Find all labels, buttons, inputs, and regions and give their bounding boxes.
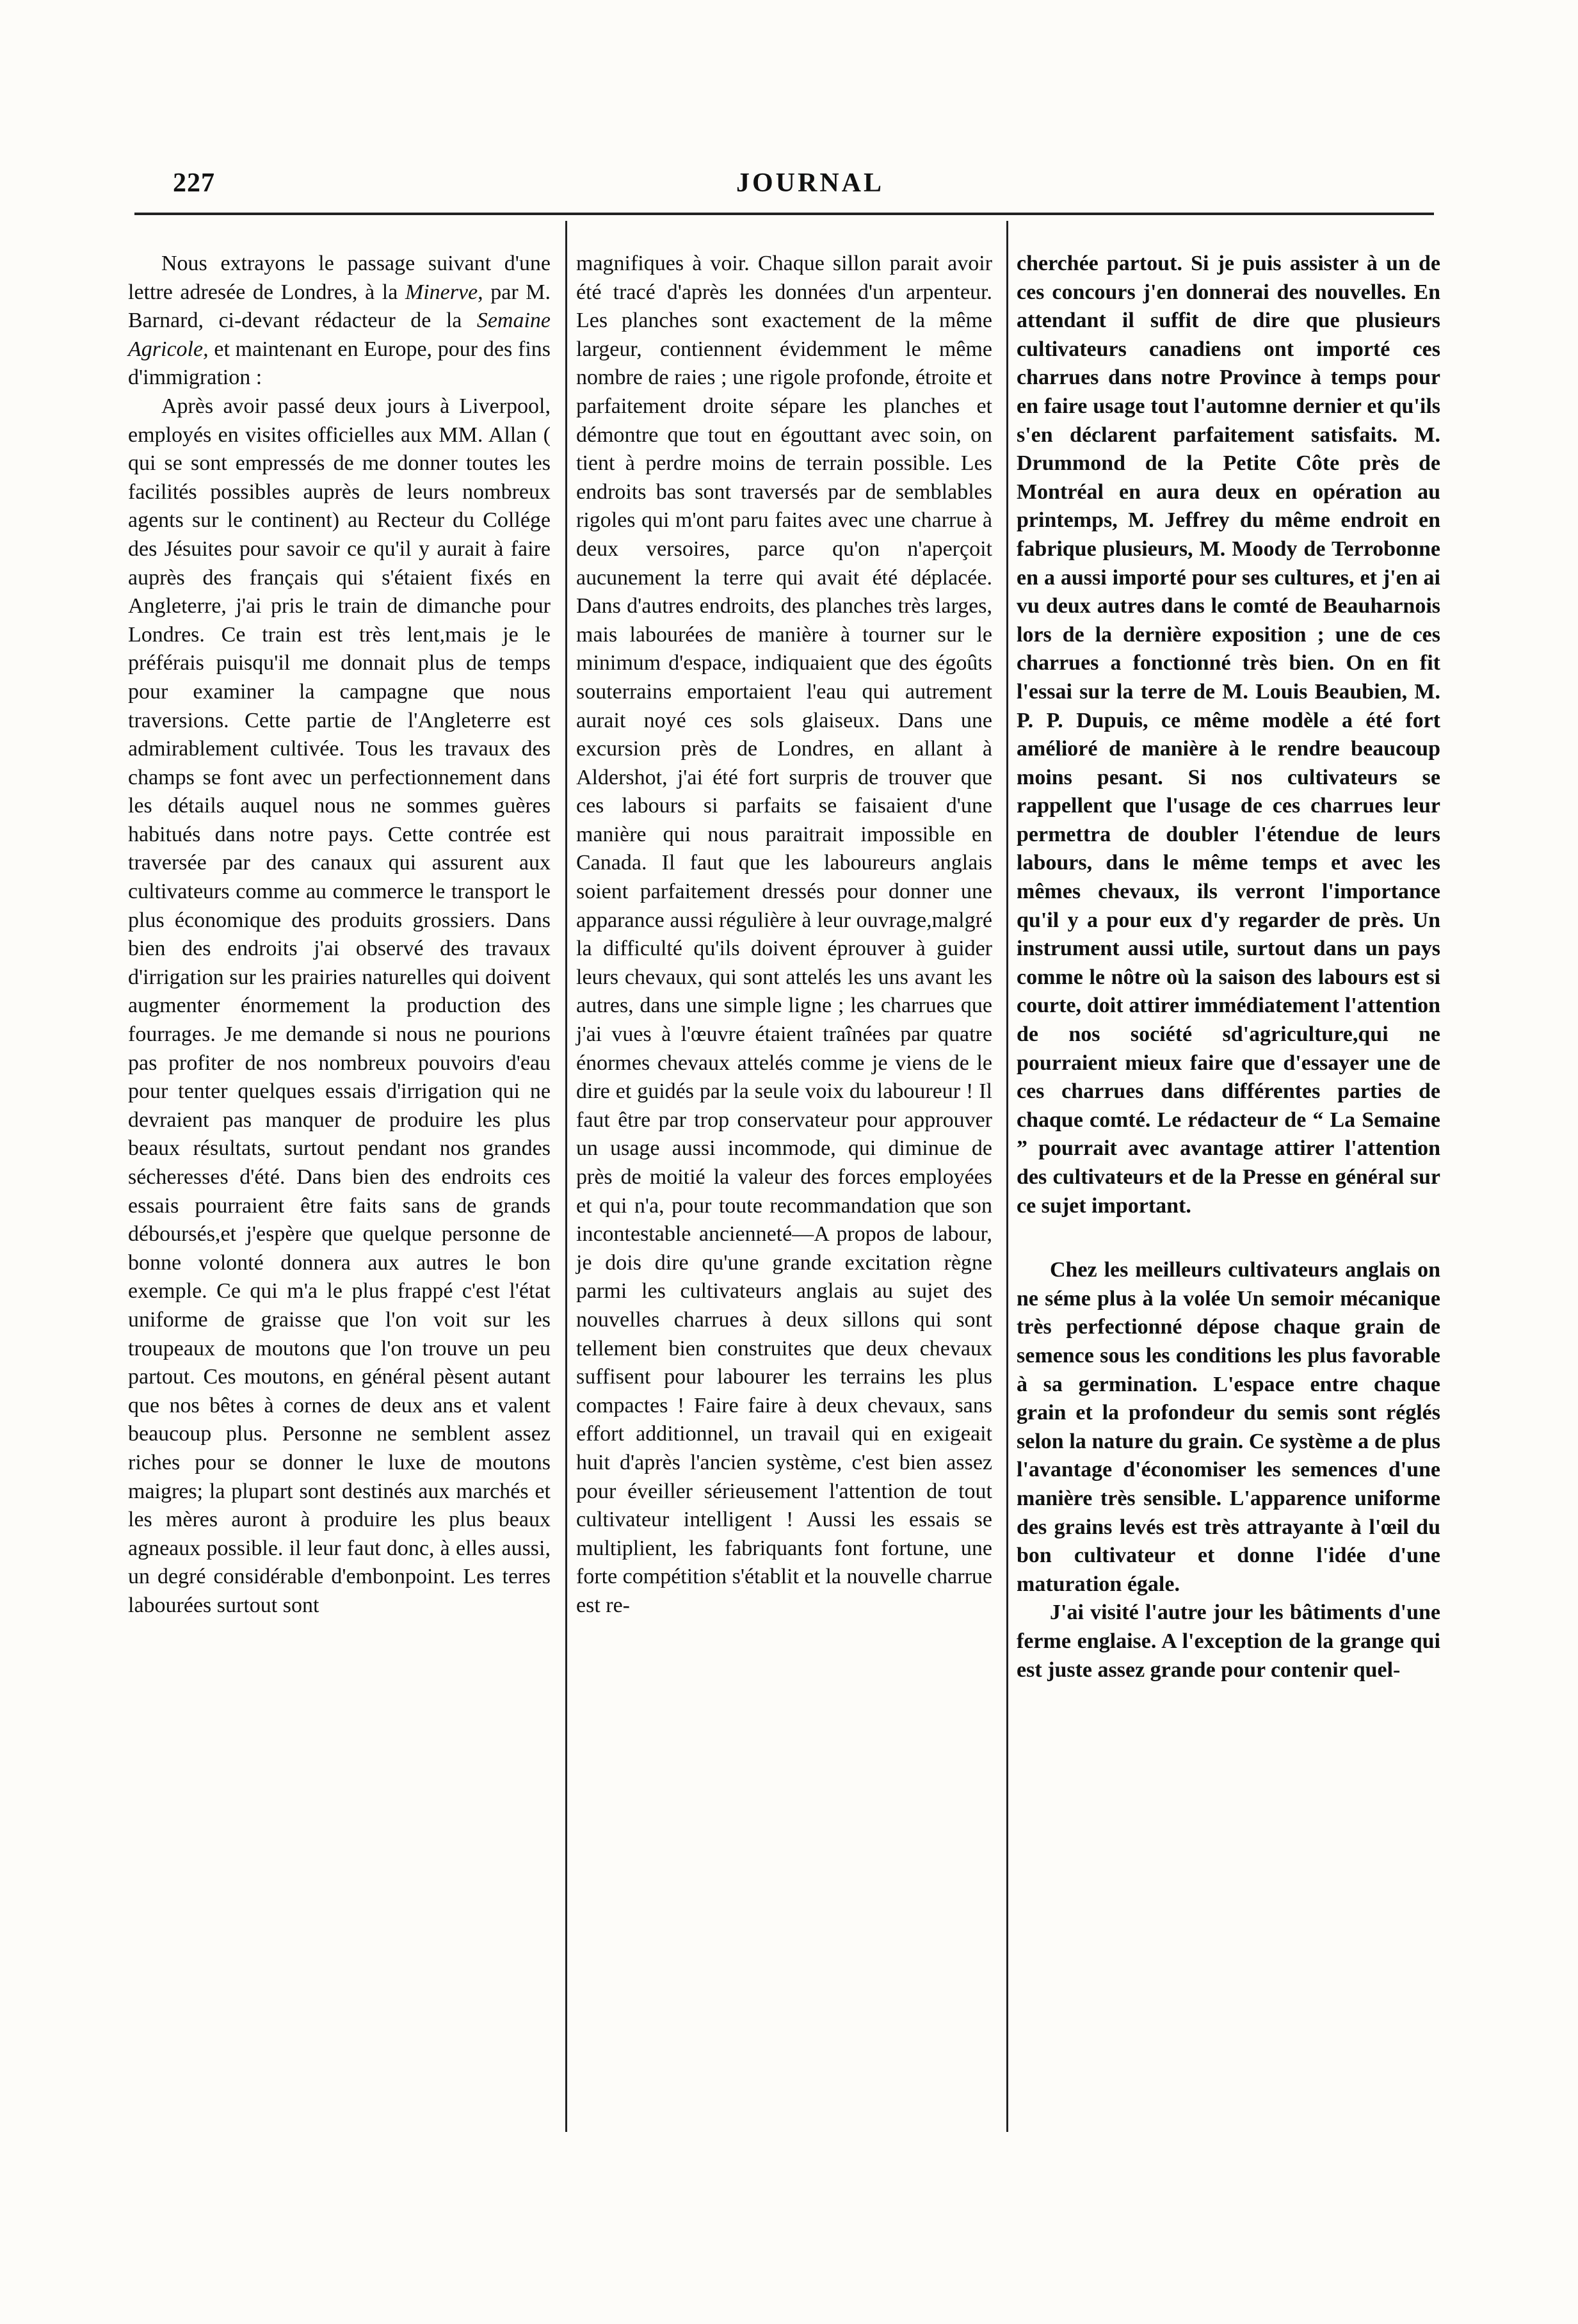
body-paragraph: Chez les meilleurs cultivateurs anglais on ne séme plus à la volée Un semoir mécanique très perfectionné dépose chaque grain de semence sous les conditions les plus favorable à sa germination. L'espace entre chaque grain et la profondeur du semis sont réglés selon la nature du grain. Ce système a de plus l'avantage d'économiser les semences d'une manière très sensible. L'apparence uniforme des grains levés est très attrayante à l'œil du bon cultivateur et donne l'idée d'une maturation égale. <box>1017 1258 1440 1596</box>
text-run: par M. Barnard, ci-devant rédacteur de la <box>128 280 551 333</box>
intro-paragraph <box>128 250 551 392</box>
body-paragraph: cherchée partout. Si je puis assister à un de ces concours j'en donnerai des nouvelles. En attendant il suffit de dire que plusieurs cultivateurs canadiens ont importé ces charrues dans notre Province à temps pour en faire usage tout l'automne dernier et qu'ils s'en déclarent parfaitement satisfaits. M. Drummond de la Petite Côte près de Montréal en aura deux en opération au printemps, M. Jeffrey du même endroit en fabrique plusieurs, M. Moody de Terrobonne en a aussi importé pour ses cultures, et j'en ai vu deux autres dans le comté de Beauharnois lors de la dernière exposition ; une de ces charrues a fonctionné très bien. On en fit l'essai sur la terre de M. Louis Beaubien, M. P. P. Dupuis, ce même modèle a été fort amélioré de manière à le rendre beaucoup moins pesant. Si nos cultivateurs se rappellent que l'usage de ces charrues leur permettra de doubler l'étendue de leurs labours, dans le même temps et avec les mêmes chevaux, ils verront l'importance qu'il y a pour eux d'y regarder de près. Un instrument aussi utile, surtout dans un pays comme le nôtre où la saison des labours est si courte, doit attirer immédiatement l'attention de nos société sd'agriculture,qui ne pourraient mieux faire que d'essayer une de ces charrues dans différentes parties de chaque comté. Le rédacteur de “ La Semaine ” pourrait avec avantage attirer l'attention des cultivateurs et de la Presse en général sur ce sujet important. <box>1017 252 1440 1218</box>
body-paragraph: magnifiques à voir. Chaque sillon parait avoir été tracé d'après les données d'un arpenteur. Les planches sont exactement de la même largeur, contiennent évidemment le même nombre de raies ; une rigole profonde, étroite et parfaitement droite sépare les planches et démontre que tout en égouttant avec soin, on tient à perdre moins de terrain possible. Les endroits bas sont traversés par de semblables rigoles qui m'ont paru faites avec une charrue à deux versoires, parce qu'on n'aperçoit aucunement la terre qui avait été déplacée. Dans d'autres endroits, des planches très larges, mais labourées de manière à tourner sur le minimum d'espace, indiquaient que des égoûts souterrains emportaient l'eau qui autrement aurait noyé ces sols glaiseux. Dans une excursion près de Londres, en allant à Aldershot, j'ai été fort surpris de trouver que ces labours si parfaits se faisaient d'une manière qui nous paraitrait impossible en Canada. Il faut que les laboureurs anglais soient parfaitement dressés pour donner une apparance aussi régulière à leur ouvrage,malgré la difficulté qu'ils doivent éprouver à guider leurs chevaux, qui sont attelés les uns avant les autres, dans une simple ligne ; les charrues que j'ai vues à l'œuvre étaient traînées par quatre énormes chevaux attelés comme je viens de le dire et guidés par la seule voix du laboureur ! Il faut être par trop conservateur pour approuver un usage aussi incommode, qui diminue de près de moitié la valeur des forces employées et qui n'a, pour toute recommandation que son incontestable ancienneté—A propos de labour, je dois dire qu'une grande excitation règne parmi les cultivateurs anglais au sujet des nouvelles charrues à deux sillons qui sont tellement bien construites que deux chevaux suffisent pour labourer les terrains les plus compactes ! Faire faire à deux chevaux, sans effort additionnel, un travail qui en exigeait huit d'après l'ancien système, c'est bien assez pour éveiller sérieusement l'attention de tout cultivateur intelligent ! Aussi les essais se multiplient, les fabriquants font fortune, une forte compétition s'établit et la nouvelle charrue est re- <box>576 252 992 1617</box>
column-divider <box>565 221 567 2132</box>
column-1 <box>128 250 551 1620</box>
body-paragraph: J'ai visité l'autre jour les bâtiments d'une ferme englaise. A l'exception de la grange qui est juste assez grande pour contenir quel- <box>1017 1601 1440 1682</box>
column-3 <box>1017 250 1440 1684</box>
header-rule <box>134 213 1434 215</box>
text-run: Nous extrayons le passage suivant d'une lettre adresée de Londres, à la <box>128 252 551 304</box>
publication-name: Minerve, <box>405 280 483 304</box>
column-divider <box>1006 221 1008 2132</box>
body-paragraph: Après avoir passé deux jours à Liverpool, employés en visites officielles aux MM. Allan ( qui se sont empressés de me donner toutes les facilités possibles auprès de leurs nombreux agents sur le continent) au Recteur du Collége des Jésuites pour savoir ce qu'il y aurait à faire auprès des français qui s'étaient fixés en Angleterre, j'ai pris le train de dimanche pour Londres. Ce train est très lent,mais je le préférais puisqu'il me donnait plus de temps pour examiner la campagne que nous traversions. Cette partie de l'Angleterre est admirablement cultivée. Tous les travaux des champs se font avec un perfectionnement dans les détails auquel nous ne sommes guères habitués dans notre pays. Cette contrée est traversée par des canaux qui assurent aux cultivateurs comme au commerce le transport le plus économique des produits grossiers. Dans bien des endroits j'ai observé des travaux d'irrigation sur les prairies naturelles qui doivent augmenter énormement la production des fourrages. Je me demande si nous ne pourions pas profiter de nos nombreux pouvoirs d'eau pour tenter quelques essais d'irrigation qui ne devraient pas manquer de produire les plus beaux résultats, surtout pendant nos grandes sécheresses d'été. Dans bien des endroits ces essais pourraient être faits sans de grands déboursés,et j'espère que quelque personne de bonne volonté donnera aux autres le bon exemple. Ce qui m'a le plus frappé c'est l'état uniforme de graisse que l'on voit sur les troupeaux de moutons que l'on trouve un peu partout. Ces moutons, en général pèsent autant que nos bêtes à cornes de deux ans et valent beaucoup plus. Personne ne semblent assez riches pour se donner le luxe de moutons maigres; la plupart sont destinés aux marchés et les mères auront à produire les plus beaux agneaux possible. il leur faut donc, à elles aussi, un degré considérable d'embonpoint. Les terres labourées surtout sont <box>128 394 551 1617</box>
text-run: et maintenant en Europe, pour des fins d'immigration : <box>128 337 551 390</box>
page-number: 227 <box>173 168 215 198</box>
page-header <box>173 168 1453 206</box>
publication-name: Semaine Agricole, <box>128 309 551 361</box>
column-2 <box>576 250 992 1620</box>
running-title: JOURNAL <box>736 168 885 198</box>
